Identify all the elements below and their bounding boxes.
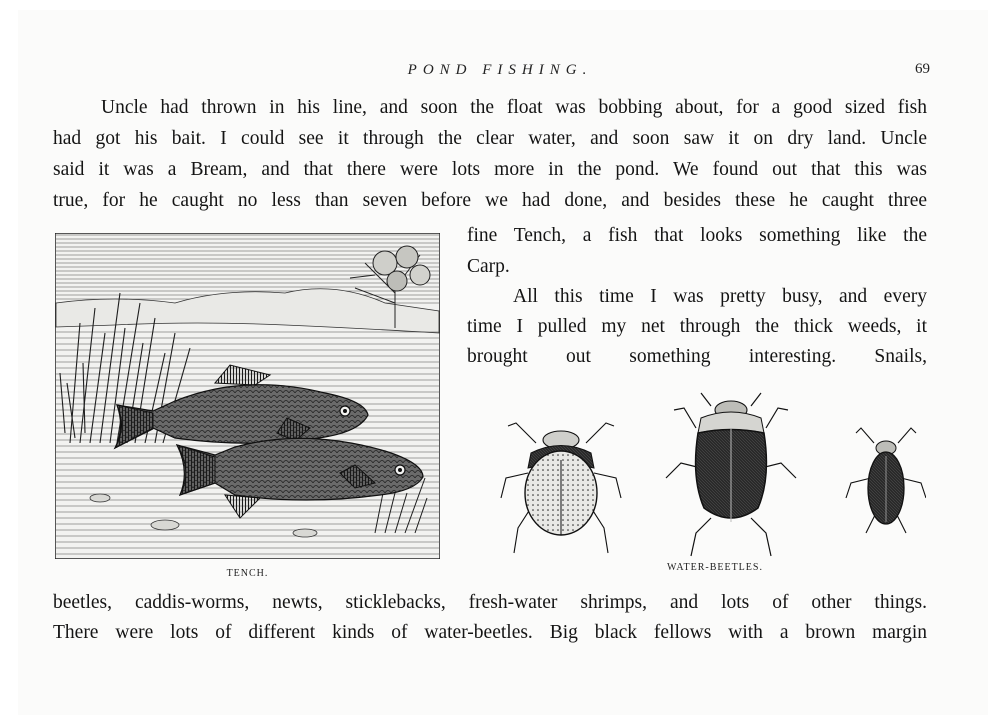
text-line: said it was a Bream, and that there were lots more in the pond. We found out that this was [53,159,927,180]
text-line: There were lots of different kinds of water-beetles. Big black fellows with a brown margin [53,622,927,643]
water-beetles-caption: WATER-BEETLES. [667,562,763,573]
running-title: POND FISHING. [407,62,593,78]
tench-illustration [55,233,440,559]
text-line: fine Tench, a fish that looks something like the [467,225,927,246]
text-line: All this time I was pretty busy, and every [513,286,927,307]
text-line: brought out something interesting. Snails, [467,346,927,367]
text-line: had got his bait. I could see it through the clear water, and soon saw it on dry land. Uncle [53,128,927,149]
tench-caption: TENCH. [226,568,269,579]
text-line: time I pulled my net through the thick weeds, it [467,316,927,337]
text-line: beetles, caddis-worms, newts, sticklebacks, fresh-water shrimps, and lots of other things. [53,592,927,613]
text-line: true, for he caught no less than seven before we had done, and besides these he caught three [53,190,927,211]
text-line: Carp. [467,256,510,277]
text-line: Uncle had thrown in his line, and soon the float was bobbing about, for a good sized fish [101,97,927,118]
page-number: 69 [915,61,930,77]
water-beetles-illustration [496,388,926,558]
